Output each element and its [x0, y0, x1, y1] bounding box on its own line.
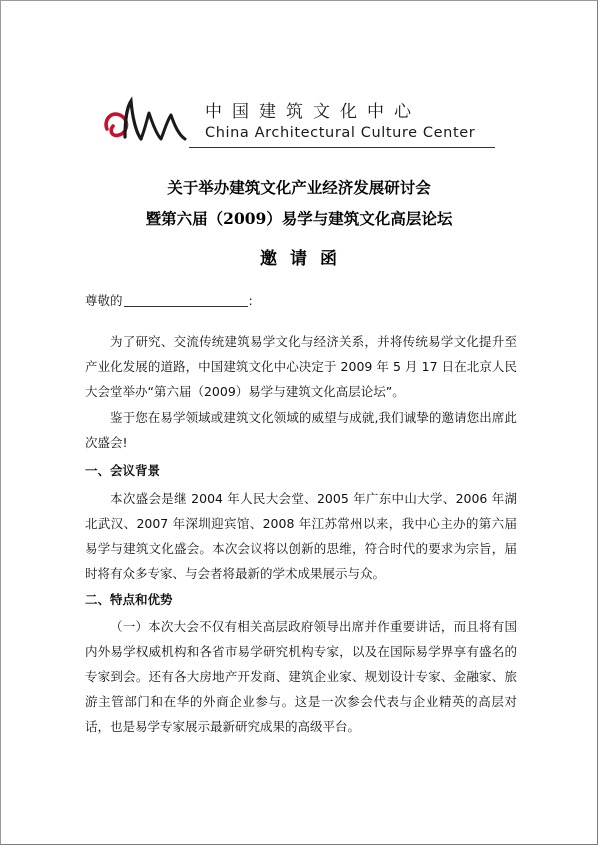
section-heading-background: 一、会议背景 [85, 463, 161, 478]
logo-english-name: China Architectural Culture Center [205, 125, 476, 141]
document-title-line-2: 暨第六届（2009）易学与建筑文化高层论坛 [145, 209, 453, 228]
organization-logo [101, 89, 501, 159]
section-heading-features: 二、特点和优势 [85, 592, 173, 607]
section-background-body: 本次盛会是继 2004 年人民大会堂、2005 年广东中山大学、2006 年湖北武汉、2007 年深圳迎宾馆、2008 年江苏常州以来，我中心主办的第六届易学与建筑文化盛会。本次会议将以创新的思维，符合时代的要求为宗旨，届时将有众多专家、与会者将最新的学术成果展示与众。 [85, 491, 517, 581]
document-title-invitation: 邀请函 [260, 249, 350, 269]
intro-paragraph: 为了研究、交流传统建筑易学文化与经济关系，并将传统易学文化提升至产业化发展的道路，中国建筑文化中心决定于 2009 年 5 月 17 日在北京人民大会堂举办“第六届（2009）易学与建筑文化高层论坛”。 [85, 334, 517, 399]
recipient-name-blank [124, 292, 248, 307]
invitation-paragraph: 鉴于您在易学领域或建筑文化领域的威望与成就,我们诚挚的邀请您出席此次盛会! [85, 410, 517, 450]
logo-divider [189, 147, 495, 148]
document-title-line-1: 关于举办建筑文化产业经济发展研讨会 [167, 178, 431, 197]
section-features-body: （一）本次大会不仅有相关高层政府领导出席并作重要讲话，而且将有国内外易学权威机构和各省市易学研究机构专家，以及在国际易学界享有盛名的专家到会。还有各大房地产开发商、建筑企业家、规划设计专家、金融家、旅游主管部门和在华的外商企业参与。这是一次参会代表与企业精英的高层对话，也是易学专家展示最新研究成果的高级平台。 [85, 619, 517, 734]
salutation-suffix: : [248, 293, 253, 308]
salutation-prefix: 尊敬的 [85, 293, 123, 308]
logo-chinese-name: 中国建筑文化中心 [205, 102, 421, 122]
salutation [85, 288, 517, 313]
logo-emblem-icon [101, 95, 197, 147]
